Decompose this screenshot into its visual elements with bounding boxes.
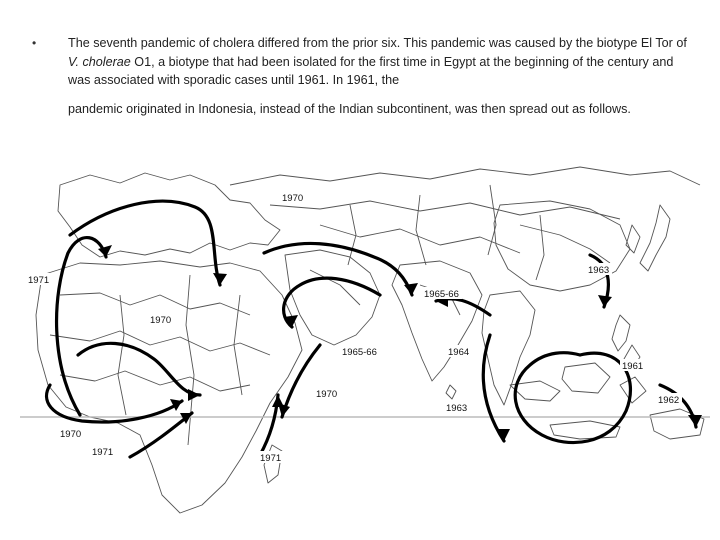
route-1970-north: [70, 201, 220, 285]
route-1965-66-mid: [264, 243, 412, 295]
arrowhead: [688, 415, 702, 427]
japan-outline: [640, 205, 670, 271]
label-1963: 1963: [588, 265, 610, 276]
route-1963-se: [483, 335, 504, 441]
paragraph-1-start: The seventh pandemic of cholera differed from the prior six. This pandemic was caused by the biotype El Tor of: [68, 36, 687, 50]
species-name: V. cholerae: [68, 54, 131, 69]
label-1964: 1964: [448, 347, 470, 358]
china-outline: [494, 201, 630, 291]
route-1965-66-east: [284, 278, 380, 327]
paragraph-2: pandemic originated in Indonesia, instead of the Indian subcontinent, was then spread out as follows.: [68, 101, 631, 116]
label-1970-sw: 1970: [60, 429, 82, 440]
bullet-item: [32, 34, 692, 118]
bullet-text: [68, 34, 692, 118]
label-1970-east-africa: 1970: [316, 389, 338, 400]
label-1971-west: 1971: [28, 275, 50, 286]
paragraph-1-end: O1, a biotype that had been isolated for the first time in Egypt at the beginning of the century and was associated with sporadic cases until 1961. In 1961, the: [68, 54, 674, 87]
arrowhead: [404, 283, 418, 295]
label-1971-sw: 1971: [92, 447, 114, 458]
philippines-outline: [612, 315, 630, 351]
label-1970-africa: 1970: [150, 315, 172, 326]
spread-routes: [47, 201, 696, 457]
arrowhead: [496, 429, 510, 441]
korea-outline: [626, 225, 640, 253]
year-labels: [26, 191, 682, 464]
label-1961: 1961: [622, 361, 644, 372]
label-1963-se: 1963: [446, 403, 468, 414]
map-outlines: [36, 167, 704, 513]
route-1962: [660, 385, 696, 427]
paragraph-1: [68, 34, 692, 90]
se-asia-outline: [482, 291, 535, 405]
arabia-outline: [285, 250, 380, 345]
pandemic-spread-map: [20, 145, 710, 525]
label-1962: 1962: [658, 395, 680, 406]
label-1970-north: 1970: [282, 193, 304, 204]
europe-outline: [58, 173, 280, 257]
arrowhead: [188, 389, 200, 401]
asia-north-outline: [230, 167, 700, 185]
label-1971-south: 1971: [260, 453, 282, 464]
label-1965-66-mid: 1965-66: [342, 347, 377, 358]
bullet-symbol: •: [32, 36, 37, 50]
arrowhead: [170, 399, 182, 411]
route-1970-africa: [78, 343, 200, 395]
label-1965-66-east: 1965-66: [424, 289, 459, 300]
route-1970-east-africa: [282, 345, 320, 417]
arrowhead: [598, 295, 612, 307]
arrowhead: [213, 273, 227, 285]
